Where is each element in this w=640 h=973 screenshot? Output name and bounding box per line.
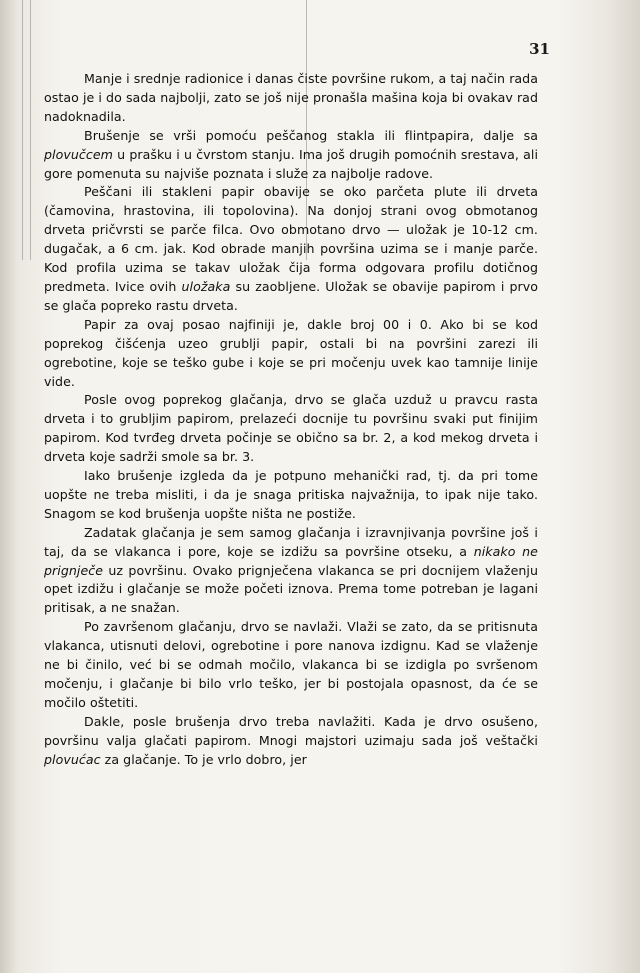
paragraph xyxy=(44,316,538,392)
italic-term: nikako ne prignječe xyxy=(44,543,538,578)
text-run: Zadatak glačanja je sem samog glačanja i izravnjivanja površine još i taj, da se vlakanca i pore, koje se izdižu sa površine otseku, a xyxy=(44,524,538,559)
text-run: Manje i srednje radionice i danas čiste površine rukom, a taj način rada ostao je i do sada najbolji, zato se još nije pronašla mašina koja bi ovakav rad nadoknadila. xyxy=(44,71,538,124)
text-run: Po završenom glačanju, drvo se navlaži. Vlaži se zato, da se pritisnuta vlakanca, utisnuti delovi, ogrebotine i pore nanova izdignu. Kad se vlaženje ne bi činilo, već bi se odmah močilo, vlakanca bi se izdigla po svršenom močenju, i glačanje bi bilo vrlo teško, jer bi postojala opasnost, da će se močilo oštetiti. xyxy=(44,619,538,710)
paragraph xyxy=(44,70,538,127)
text-run: Iako brušenje izgleda da je potpuno mehanički rad, tj. da pri tome uopšte ne treba misliti, i da je snaga pritiska najvažnija, to ipak nije tako. Snagom se kod brušenja uopšte ništa ne postiže. xyxy=(44,468,538,521)
text-run: Peščani ili stakleni papir obavije se oko parčeta plute ili drveta (čamovina, hrastovina, ili topolovina). Na donjoj strani ovog obmotanog drveta pričvrsti se parče filca. Ovo obmotano drvo — uložak je 10-12 cm. dugačak, a 6 cm. jak. Kod obrade manjih površina uzima se i manje parče. Kod profila uzima se takav uložak čija forma odgovara profilu dotičnog predmeta. Ivice ovih xyxy=(44,184,538,294)
scan-fold-line xyxy=(22,0,23,260)
paragraph xyxy=(44,713,538,770)
paragraph xyxy=(44,127,538,184)
body-text xyxy=(44,70,538,770)
text-run: Posle ovog poprekog glačanja, drvo se glača uzduž u pravcu rasta drveta i to grubljim papirom, prelazeći docnije tu površinu svaki put finijim papirom. Kod tvrđeg drveta počinje se obično sa br. 2, a kod mekog drveta i drveta koje sadrži smole sa br. 3. xyxy=(44,392,538,465)
scan-fold-line xyxy=(30,0,31,260)
italic-term: uložaka xyxy=(181,278,231,294)
text-run: Dakle, posle brušenja drvo treba navlažiti. Kada je drvo osušeno, površinu valja glačati papirom. Mnogi majstori uzimaju sada još veštački xyxy=(44,713,538,748)
paragraph xyxy=(44,524,538,619)
text-run: Brušenje se vrši pomoću peščanog stakla ili flintpapira, dalje sa xyxy=(84,127,538,143)
italic-term: plovućac xyxy=(44,751,101,767)
text-run: Papir za ovaj posao najfiniji je, dakle broj 00 i 0. Ako bi se kod poprekog čišćenja uzeo grublji papir, ostali bi na površini zarezi ili ogrebotine, koje se teško gube i koje se pri močenju uvek kao tamnije linije vide. xyxy=(44,316,538,389)
text-run: su zaobljene. Uložak se obavije papirom i prvo se glača popreko rastu drveta. xyxy=(44,278,538,313)
text-run: za glačanje. To je vrlo dobro, jer xyxy=(100,751,307,767)
text-run: uz površinu. Ovako prignječena vlakanca se pri docnijem vlaženju opet izdižu i glačanje se može početi iznova. Prema tome potreban je lagani pritisak, a ne snažan. xyxy=(44,562,538,616)
paragraph xyxy=(44,391,538,467)
paragraph xyxy=(44,618,538,713)
italic-term: plovučcem xyxy=(44,146,113,162)
paragraph xyxy=(44,467,538,524)
page-number: 31 xyxy=(529,40,550,58)
text-run: u prašku i u čvrstom stanju. Ima još drugih pomoćnih srestava, ali gore pomenuta su najviše poznata i služe za najbolje radove. xyxy=(44,146,538,181)
paragraph xyxy=(44,183,538,315)
